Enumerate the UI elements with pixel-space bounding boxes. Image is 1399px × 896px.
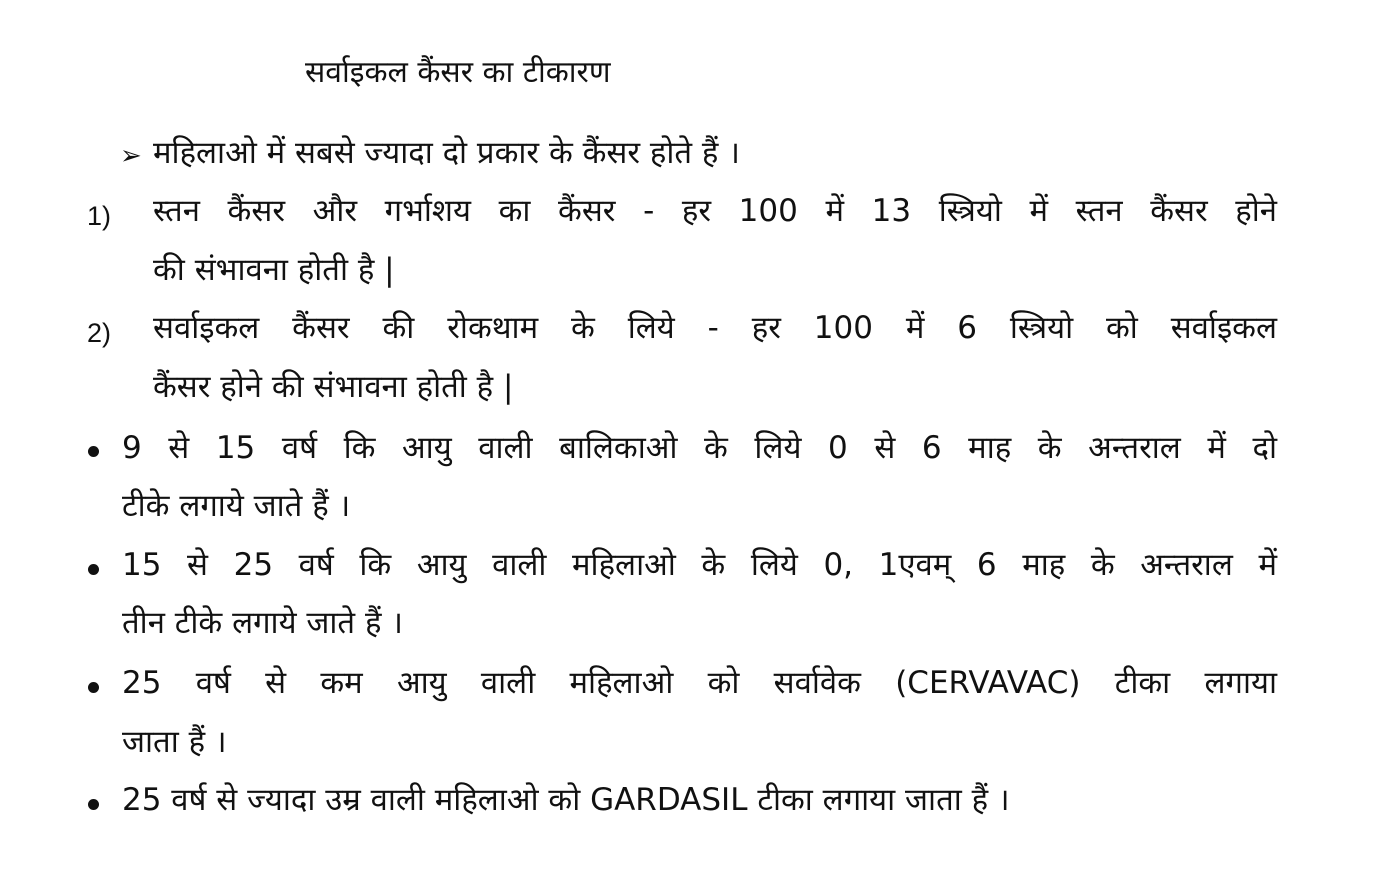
item-number: 1)	[87, 201, 112, 231]
numbered-item-line: स्तन कैंसर और गर्भाशय का कैंसर - हर 100 में 13 स्त्रियो में स्तन कैंसर होने	[153, 193, 1277, 229]
bullet-icon	[88, 682, 99, 693]
item-number: 2)	[87, 318, 112, 348]
numbered-item-line: सर्वाइकल कैंसर की रोकथाम के लिये - हर 100 में 6 स्त्रियो को सर्वाइकल	[153, 310, 1277, 346]
arrow-bullet-icon: ➢	[120, 141, 142, 171]
bullet-icon	[88, 446, 99, 457]
bullet-item-line: 25 वर्ष से कम आयु वाली महिलाओ को सर्वावेक (CERVAVAC) टीका लगाया	[122, 665, 1277, 701]
bullet-item-line: तीन टीके लगाये जाते हैं ।	[122, 605, 404, 641]
bullet-icon	[88, 564, 99, 575]
bullet-item-line: टीके लगाये जाते हैं ।	[122, 488, 351, 524]
page-title: सर्वाइकल कैंसर का टीकारण	[305, 55, 611, 90]
numbered-item-line: की संभावना होती है |	[153, 252, 395, 288]
bullet-item-line: 15 से 25 वर्ष कि आयु वाली महिलाओ के लिये 0, 1एवम् 6 माह के अन्तराल में	[122, 547, 1277, 583]
bullet-item-line: 9 से 15 वर्ष कि आयु वाली बालिकाओ के लिये 0 से 6 माह के अन्तराल में दो	[122, 430, 1277, 466]
bullet-icon	[88, 799, 99, 810]
intro-text: महिलाओ में सबसे ज्यादा दो प्रकार के कैंसर होते हैं ।	[153, 135, 740, 171]
bullet-item-line: 25 वर्ष से ज्यादा उम्र वाली महिलाओ को GARDASIL टीका लगाया जाता हैं ।	[122, 782, 1010, 818]
bullet-item-line: जाता हैं ।	[122, 724, 227, 760]
numbered-item-line: कैंसर होने की संभावना होती है |	[153, 369, 514, 405]
